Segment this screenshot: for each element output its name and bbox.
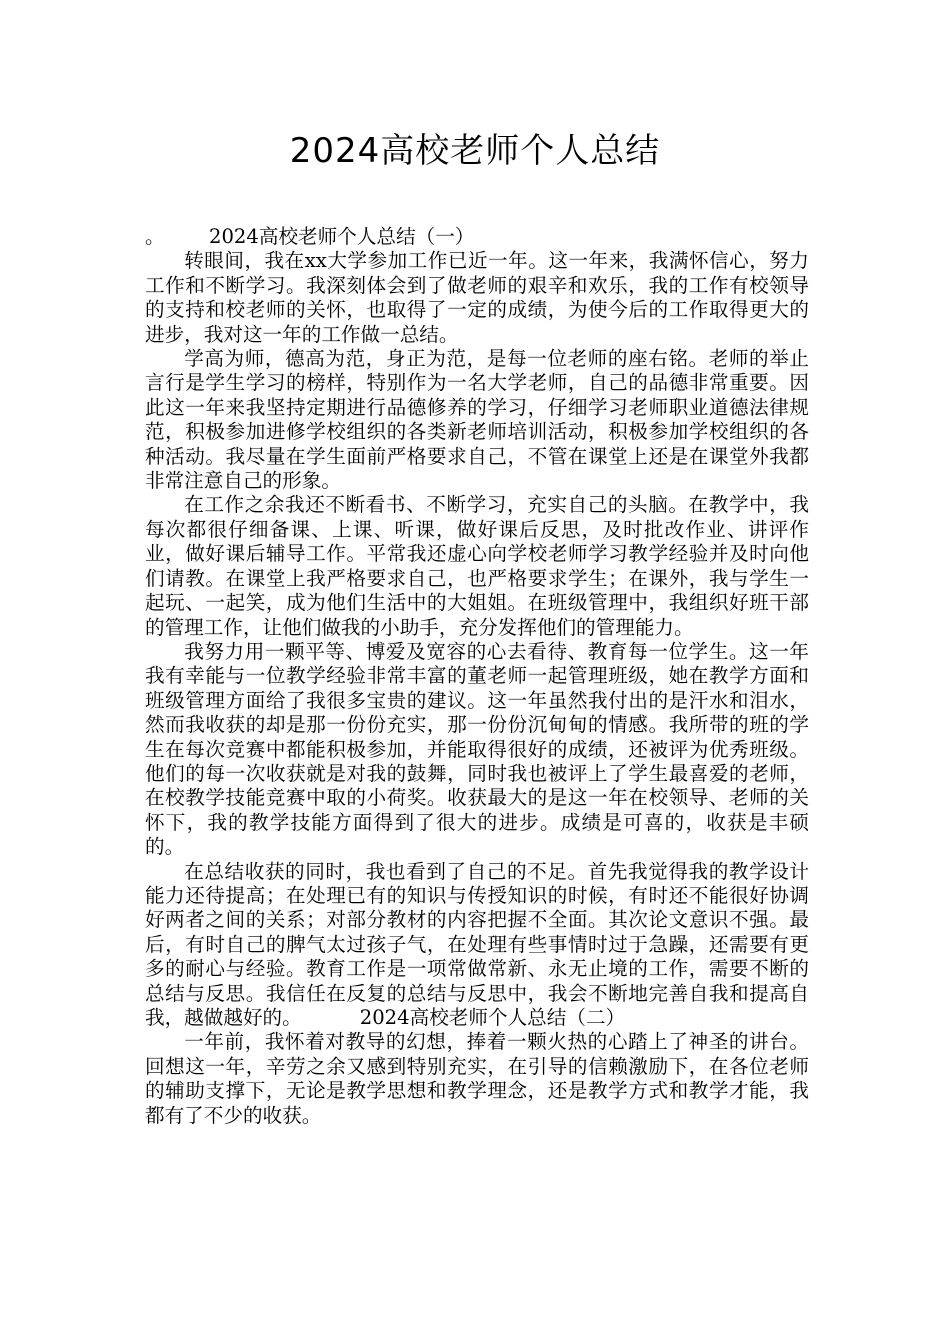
section-1-heading-line xyxy=(145,225,809,249)
document-body xyxy=(145,225,809,1128)
section-1-heading: 2024高校老师个人总结（一） xyxy=(209,225,475,248)
paragraph-3: 在工作之余我还不断看书、不断学习，充实自己的头脑。在教学中，我每次都很仔细备课、上课、听课，做好课后反思，及时批改作业、讲评作业，做好课后辅导工作。平常我还虚心向学校老师学习教学经验并及时向他们请教。在课堂上我严格要求自己，也严格要求学生；在课外，我与学生一起玩、一起笑，成为他们生活中的大姐姐。在班级管理中，我组织好班干部的管理工作，让他们做我的小助手，充分发挥他们的管理能力。 xyxy=(145,493,809,639)
paragraph-1: 转眼间，我在xx大学参加工作已近一年。这一年来，我满怀信心，努力工作和不断学习。我深刻体会到了做老师的艰辛和欢乐，我的工作有校领导的支持和校老师的关怀，也取得了一定的成绩，为使今后的工作取得更大的进步，我对这一年的工作做一总结。 xyxy=(145,249,809,346)
paragraph-2: 学高为师，德高为范，身正为范，是每一位老师的座右铭。老师的举止言行是学生学习的榜样，特别作为一名大学老师，自己的品德非常重要。因此这一年来我坚持定期进行品德修养的学习，仔细学习老师职业道德法律规范，积极参加进修学校组织的各类新老师培训活动，积极参加学校组织的各种活动。我尽量在学生面前严格要求自己，不管在课堂上还是在课堂外我都非常注意自己的形象。 xyxy=(145,347,809,493)
section-2-heading: 2024高校老师个人总结（二） xyxy=(359,1006,626,1029)
paragraph-4: 我努力用一颗平等、博爱及宽容的心去看待、教育每一位学生。这一年我有幸能与一位教学经验非常丰富的董老师一起管理班级，她在教学方面和班级管理方面给了我很多宝贵的建议。这一年虽然我付出的是汗水和泪水，然而我收获的却是那一份份充实，那一份份沉甸甸的情感。我所带的班的学生在每次竞赛中都能积极参加，并能取得很好的成绩，还被评为优秀班级。他们的每一次收获就是对我的鼓舞，同时我也被评上了学生最喜爱的老师，在校教学技能竞赛中取的小荷奖。收获最大的是这一年在校领导、老师的关怀下，我的教学技能方面得到了很大的进步。成绩是可喜的，收获是丰硕的。 xyxy=(145,639,809,859)
paragraph-6: 一年前，我怀着对教导的幻想，捧着一颗火热的心踏上了神圣的讲台。回想这一年，辛劳之余又感到特别充实，在引导的信赖激励下，在各位老师的辅助支撑下，无论是教学思想和教学理念，还是教学方式和教学才能，我都有了不少的收获。 xyxy=(145,1030,809,1127)
document-title: 2024高校老师个人总结 xyxy=(289,131,661,171)
leading-mark: 。 xyxy=(145,225,165,248)
paragraph-5 xyxy=(145,860,809,1031)
paragraph-5-text: 在总结收获的同时，我也看到了自己的不足。首先我觉得我的教学设计能力还待提高；在处理已有的知识与传授知识的时候，有时还不能很好协调好两者之间的关系；对部分教材的内容把握不全面。其次论文意识不强。最后，有时自己的脾气太过孩子气，在处理有些事情时过于急躁，还需要有更多的耐心与经验。教育工作是一项常做常新、永无止境的工作，需要不断的总结与反思。我信任在反复的总结与反思中，我会不断地完善自我和提高自我，越做越好的。 xyxy=(145,859,809,1029)
